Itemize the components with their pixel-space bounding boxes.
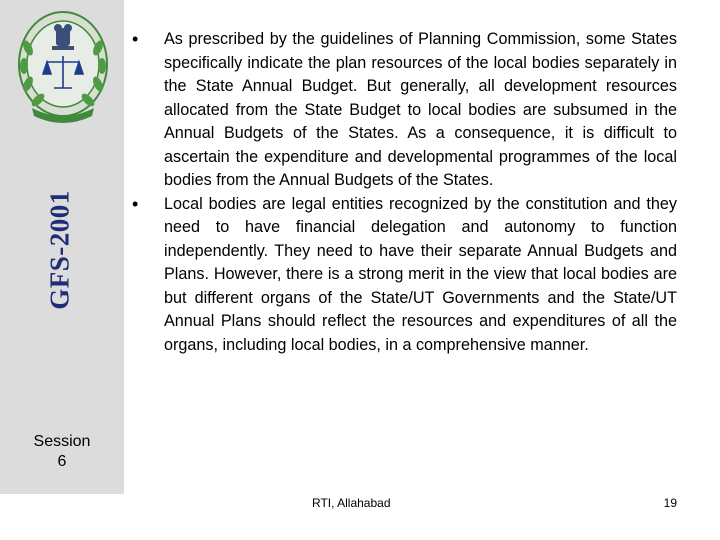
sidebar — [0, 0, 124, 494]
footer-text: RTI, Allahabad — [312, 496, 391, 510]
bullet-item — [132, 28, 677, 193]
bullet-text: As prescribed by the guidelines of Planning Commission, some States specifically indicate the plan resources of the local bodies separately in the State Annual Budget. But generally, all development resources allocated from the State Budget to local bodies are subsumed in the Annual Budgets of the States. As a consequence, it is difficult to ascertain the expenditure and developmental programmes of the local bodies from the Annual Budgets of the States. — [164, 30, 677, 189]
session-number: 6 — [57, 453, 67, 470]
vertical-title: GFS-2001 — [44, 190, 75, 310]
bullet-item — [132, 193, 677, 358]
bullet-icon: • — [132, 29, 139, 49]
session-label — [0, 432, 124, 472]
bullet-icon: • — [132, 193, 139, 214]
bullet-list — [132, 28, 677, 357]
ati-emblem-logo — [14, 8, 112, 128]
page-number: 19 — [663, 496, 677, 510]
bullet-text: Local bodies are legal entities recognized by the constitution and they need to have financial delegation and autonomy to function independently. They need to have their separate Annual Budgets and Plans. However, there is a strong merit in the view that local bodies are but different organs of the State/UT Governments and the State/UT Annual Plans should reflect the resources and expenditures of all the organs, including local bodies, in a comprehensive manner. — [164, 194, 677, 354]
session-text: Session — [33, 433, 91, 450]
